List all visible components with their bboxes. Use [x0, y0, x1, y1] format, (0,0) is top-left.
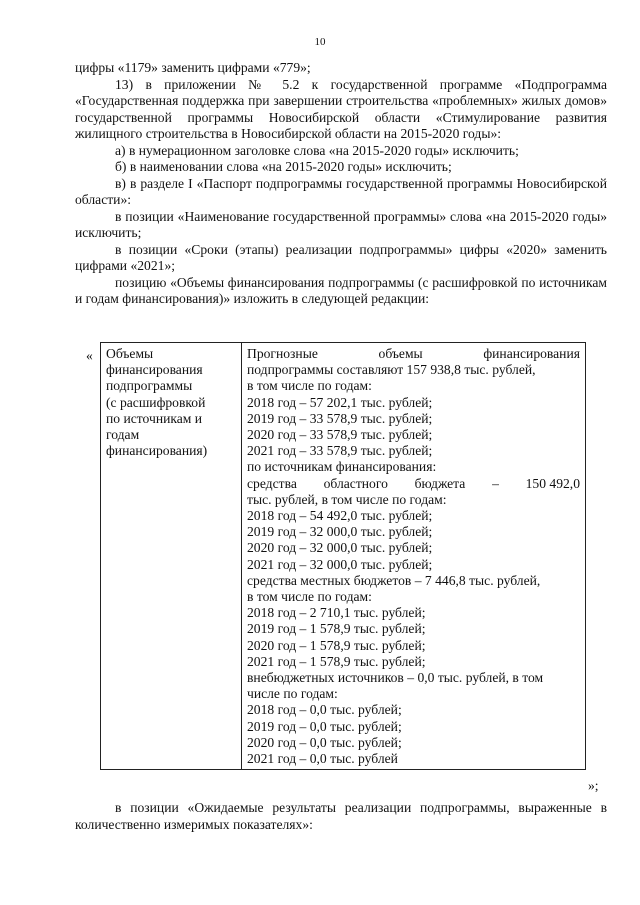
paragraph: в позиции «Ожидаемые результаты реализации подпрограммы, выраженные в количественно измеримых показателях»:: [75, 800, 607, 832]
table-cell-content: [242, 343, 586, 770]
regional-budget-line: тыс. рублей, в том числе по годам:: [247, 491, 447, 507]
year-line: 2018 год – 57 202,1 тыс. рублей;: [247, 394, 433, 410]
extrabudget-line: внебюджетных источников – 0,0 тыс. рублей, в том: [247, 670, 544, 686]
year-line: 2018 год – 54 492,0 тыс. рублей;: [247, 508, 433, 524]
year-line: 2021 год – 0,0 тыс. рублей: [247, 751, 398, 767]
year-line: 2021 год – 33 578,9 тыс. рублей;: [247, 443, 433, 459]
year-line: 2019 год – 1 578,9 тыс. рублей;: [247, 621, 426, 637]
label-line: годам: [106, 427, 140, 443]
local-budget-line: средства местных бюджетов – 7 446,8 тыс. рублей,: [247, 572, 541, 588]
intro-line: в том числе по годам:: [247, 378, 372, 394]
extrabudget-line: числе по годам:: [247, 686, 338, 702]
paragraph: цифры «1179» заменить цифрами «779»;: [75, 60, 311, 75]
year-line: 2019 год – 32 000,0 тыс. рублей;: [247, 524, 433, 540]
paragraph: в) в разделе I «Паспорт подпрограммы государственной программы Новосибирской области»:: [75, 175, 607, 207]
paragraph: б) в наименовании слова «на 2015-2020 годы» исключить;: [115, 159, 452, 174]
year-line: 2020 год – 33 578,9 тыс. рублей;: [247, 427, 433, 443]
paragraph: в позиции «Сроки (этапы) реализации подпрограммы» цифры «2020» заменить цифрами «2021»;: [75, 241, 607, 273]
year-line: 2019 год – 0,0 тыс. рублей;: [247, 718, 402, 734]
label-line: финансирования: [106, 362, 203, 378]
year-line: 2021 год – 1 578,9 тыс. рублей;: [247, 653, 426, 669]
financing-table: [100, 342, 586, 770]
intro-line: подпрограммы составляют 157 938,8 тыс. рублей,: [247, 362, 536, 378]
paragraph: позицию «Объемы финансирования подпрограммы (с расшифровкой по источникам и годам финансирования)» изложить в следующей редакции:: [75, 274, 607, 306]
year-line: 2020 год – 0,0 тыс. рублей;: [247, 734, 402, 750]
year-line: 2018 год – 0,0 тыс. рублей;: [247, 702, 402, 718]
year-line: 2020 год – 32 000,0 тыс. рублей;: [247, 540, 433, 556]
table-cell-label: [101, 343, 242, 770]
year-line: 2019 год – 33 578,9 тыс. рублей;: [247, 410, 433, 426]
quote-close: »;: [588, 778, 599, 793]
year-line: 2020 год – 1 578,9 тыс. рублей;: [247, 637, 426, 653]
label-line: (с расшифровкой: [106, 394, 206, 410]
paragraph: а) в нумерационном заголовке слова «на 2015-2020 годы» исключить;: [115, 142, 519, 158]
paragraph: 13) в приложении № 5.2 к государственной программе «Подпрограмма «Государственная поддержка при завершении строительства «проблемных» жилых домов» государственной программы Новосибирской области «Стимулирование развития жилищного строительства в Новосибирской области на 2015-2020 годы»:: [75, 76, 607, 141]
year-line: 2018 год – 2 710,1 тыс. рублей;: [247, 605, 426, 621]
paragraph: в позиции «Наименование государственной программы» слова «на 2015-2020 годы» исключить;: [75, 208, 607, 240]
page-number: 10: [314, 36, 326, 48]
local-budget-line: в том числе по годам:: [247, 589, 372, 605]
intro-line: Прогнозные объемы финансирования: [247, 346, 580, 361]
sources-heading: по источникам финансирования:: [247, 459, 437, 475]
document-body: [75, 60, 607, 308]
label-line: финансирования): [106, 443, 208, 459]
table-row: [101, 343, 586, 770]
label-line: Объемы: [106, 346, 154, 361]
quote-open: «: [86, 348, 93, 363]
label-line: подпрограммы: [106, 378, 193, 394]
document-body-continued: [75, 800, 607, 833]
regional-budget-line: средства областного бюджета – 150 492,0: [247, 475, 580, 491]
label-line: по источникам и: [106, 410, 203, 426]
year-line: 2021 год – 32 000,0 тыс. рублей;: [247, 556, 433, 572]
